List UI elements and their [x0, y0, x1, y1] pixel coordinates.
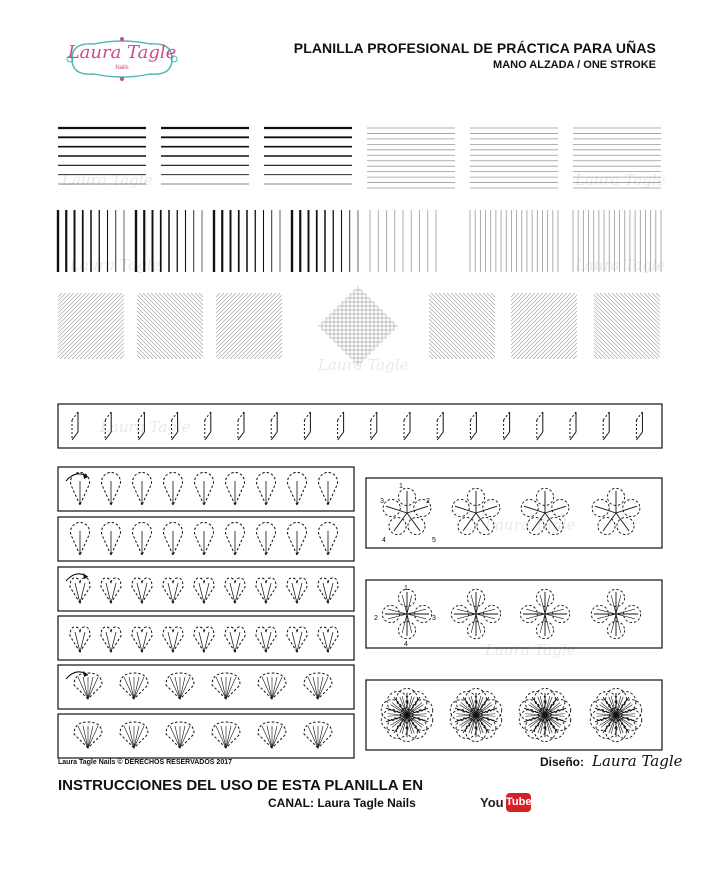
design-label: Diseño:: [540, 755, 585, 769]
horizontal-lines-block: [264, 128, 352, 184]
petal-guide: [225, 578, 245, 603]
flower-guide: [592, 488, 640, 534]
petal-guide: [163, 578, 183, 603]
teardrop-petal-panel: [58, 467, 354, 511]
stroke-motif: [271, 412, 277, 440]
brand-logo: [64, 36, 180, 82]
step-number: 2: [426, 498, 430, 505]
copyright-text: Laura Tagle Nails © DERECHOS RESERVADOS 2017: [58, 759, 232, 766]
petal-guide: [287, 627, 307, 652]
stroke-motif: [304, 412, 310, 440]
flower-guide: [519, 688, 570, 741]
stroke-motif: [570, 412, 576, 440]
petal-guide: [163, 627, 183, 652]
petal-guide: [132, 627, 152, 652]
watermark-text: Laura Tagle: [318, 356, 409, 374]
watermark-text: Laura Tagle: [100, 418, 191, 436]
petal-guide: [102, 472, 121, 505]
petal-guide: [120, 722, 148, 748]
watermark-text: Laura Tagle: [70, 256, 161, 274]
horizontal-lines-block: [161, 128, 249, 184]
step-number: 5: [432, 537, 436, 544]
petal-guide: [287, 522, 306, 555]
vertical-lines-block: [214, 210, 280, 272]
petal-guide: [71, 522, 90, 555]
stroke-motif: [404, 412, 410, 440]
petal-guide: [304, 673, 332, 699]
petal-guide: [258, 722, 286, 748]
flower-guide: [591, 589, 640, 638]
petal-guide: [256, 578, 276, 603]
petal-guide: [319, 472, 338, 505]
petal-guide: [102, 522, 121, 555]
watermark-text: Laura Tagle: [485, 641, 576, 659]
heart-petal-panel: [58, 567, 354, 611]
petal-guide: [258, 673, 286, 699]
logo-sub-text: Nails: [115, 65, 129, 71]
flower-guide: [381, 688, 432, 741]
youtube-logo-you: You: [480, 795, 504, 810]
vertical-lines-block: [470, 210, 558, 272]
step-number: 1: [399, 483, 403, 490]
five-petal-flower-panel: [366, 478, 662, 548]
petal-guide: [74, 722, 102, 748]
petal-guide: [257, 472, 276, 505]
logo-brand-text: Laura Tagle: [67, 42, 177, 63]
petal-guide: [101, 627, 121, 652]
petal-guide: [287, 578, 307, 603]
fan-petal-panel: [58, 714, 354, 758]
step-number: 4: [404, 641, 408, 648]
petal-guide: [74, 673, 102, 699]
petal-guide: [166, 722, 194, 748]
stroke-motif: [636, 412, 642, 440]
petal-guide: [257, 522, 276, 555]
petal-guide: [70, 627, 90, 652]
petal-guide: [101, 578, 121, 603]
petal-guide: [256, 627, 276, 652]
petal-guide: [195, 472, 214, 505]
petal-guide: [120, 673, 148, 699]
instructions-heading: INSTRUCCIONES DEL USO DE ESTA PLANILLA EN: [58, 777, 424, 794]
stroke-motif: [338, 412, 344, 440]
petal-guide: [225, 472, 244, 505]
stroke-motif: [72, 412, 78, 440]
watermark-text: Laura Tagle: [485, 516, 576, 534]
step-number: 3: [432, 615, 436, 622]
youtube-logo-tube: Tube: [506, 793, 531, 812]
step-number: 4: [382, 537, 386, 544]
petal-guide: [212, 722, 240, 748]
page-title: PLANILLA PROFESIONAL DE PRÁCTICA PARA UÑAS: [293, 40, 656, 56]
petal-guide: [225, 522, 244, 555]
round-flower-panel: [366, 680, 662, 750]
watermark-text: Laura Tagle: [62, 171, 153, 189]
watermark-text: Laura Tagle: [575, 171, 666, 189]
petal-guide: [194, 627, 214, 652]
flower-guide: [450, 688, 501, 741]
page-subtitle: MANO ALZADA / ONE STROKE: [493, 59, 656, 71]
vertical-lines-block: [292, 210, 358, 272]
stroke-motif: [537, 412, 543, 440]
design-signature: Laura Tagle: [592, 752, 683, 770]
diagonal-square: [0, 293, 190, 359]
petal-guide: [166, 673, 194, 699]
flower-guide: [451, 589, 500, 638]
step-number: 1: [404, 585, 408, 592]
flower-guide: [383, 488, 431, 534]
flower-guide: [590, 688, 641, 741]
petal-guide: [133, 522, 152, 555]
watermark-text: Laura Tagle: [575, 256, 666, 274]
petal-guide: [195, 522, 214, 555]
stroke-motif: [205, 412, 211, 440]
petal-guide: [194, 578, 214, 603]
horizontal-lines-block: [367, 128, 455, 188]
stroke-motif: [470, 412, 476, 440]
petal-guide: [212, 673, 240, 699]
flower-guide: [520, 589, 569, 638]
vertical-lines-block: [370, 210, 436, 272]
petal-guide: [225, 627, 245, 652]
fan-petal-panel: [58, 665, 354, 709]
petal-guide: [163, 522, 182, 555]
petal-guide: [133, 472, 152, 505]
petal-guide: [70, 578, 90, 603]
teardrop-petal-panel: [58, 517, 354, 561]
petal-guide: [318, 627, 338, 652]
stroke-motif: [504, 412, 510, 440]
step-number: 3: [380, 498, 384, 505]
heart-petal-panel: [58, 616, 354, 660]
channel-text: CANAL: Laura Tagle Nails: [268, 796, 416, 810]
petal-guide: [287, 472, 306, 505]
petal-guide: [318, 578, 338, 603]
petal-guide: [319, 522, 338, 555]
stroke-motif: [603, 412, 609, 440]
flower-guide: [382, 589, 431, 638]
horizontal-lines-block: [470, 128, 558, 188]
stroke-motif: [238, 412, 244, 440]
petal-guide: [163, 472, 182, 505]
four-petal-flower-panel: [366, 580, 662, 648]
step-number: 2: [374, 615, 378, 622]
petal-guide: [304, 722, 332, 748]
stroke-motif: [371, 412, 377, 440]
petal-guide: [132, 578, 152, 603]
stroke-motif: [437, 412, 443, 440]
